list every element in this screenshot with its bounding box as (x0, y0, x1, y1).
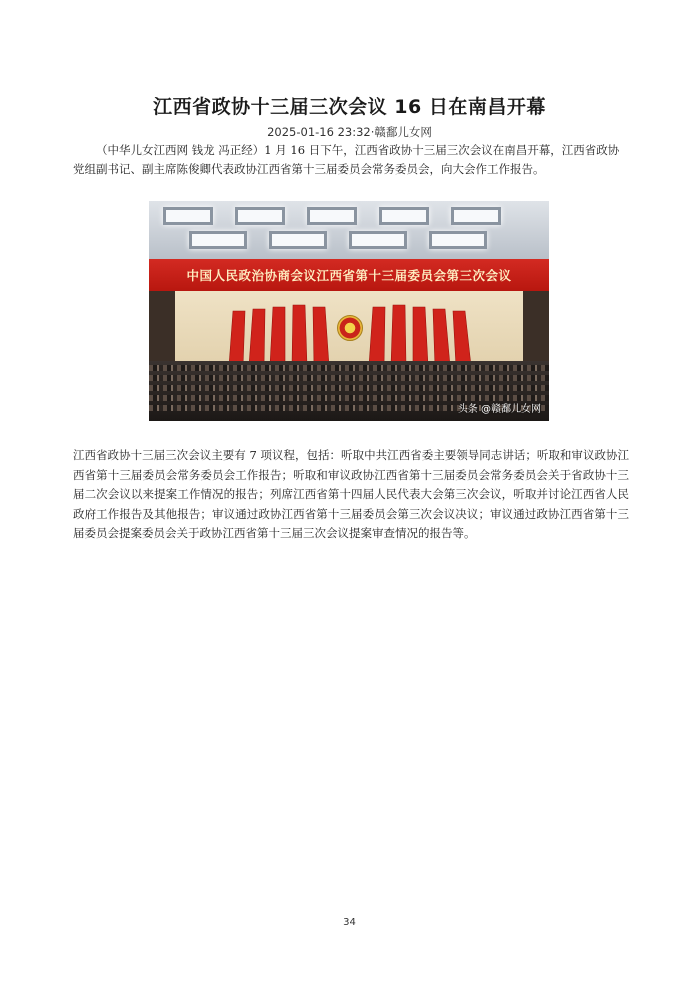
conference-photo (149, 201, 549, 421)
page-number: 34 (343, 917, 356, 928)
banner-text: 中国人民政治协商会议江西省第十三届委员会第三次会议 (186, 268, 512, 283)
lead-paragraph: （中华儿女江西网 钱龙 冯正经）1 月 16 日下午，江西省政协十三届三次会议在南昌开幕，江西省政协党组副书记、副主席陈俊卿代表政协江西省第十三届委员会常务委员会，向大会作工作报告。 (73, 143, 620, 176)
photo-watermark: 头条 @赣鄱儿女网 (457, 404, 541, 415)
page-title: 江西省政协十三届三次会议 16 日在南昌开幕 (153, 96, 546, 118)
article-byline: 2025-01-16 23:32·赣鄱儿女网 (267, 125, 432, 139)
cppcc-emblem-icon (337, 315, 363, 341)
body-paragraph: 江西省政协十三届三次会议主要有 7 项议程，包括：听取中共江西省委主要领导同志讲话；听取和审议政协江西省第十三届委员会常务委员会工作报告；听取和审议政协江西省第十三届委员会常务委员会关于省政协十三届二次会议以来提案工作情况的报告；列席江西省第十四届人民代表大会第三次会议，听取并讨论江西省人民政府工作报告及其他报告；审议通过政协江西省第十三届委员会第三次会议决议；审议通过政协江西省第十三届委员会提案委员会关于政协江西省第十三届三次会议提案审查情况的报告等。 (73, 448, 629, 540)
